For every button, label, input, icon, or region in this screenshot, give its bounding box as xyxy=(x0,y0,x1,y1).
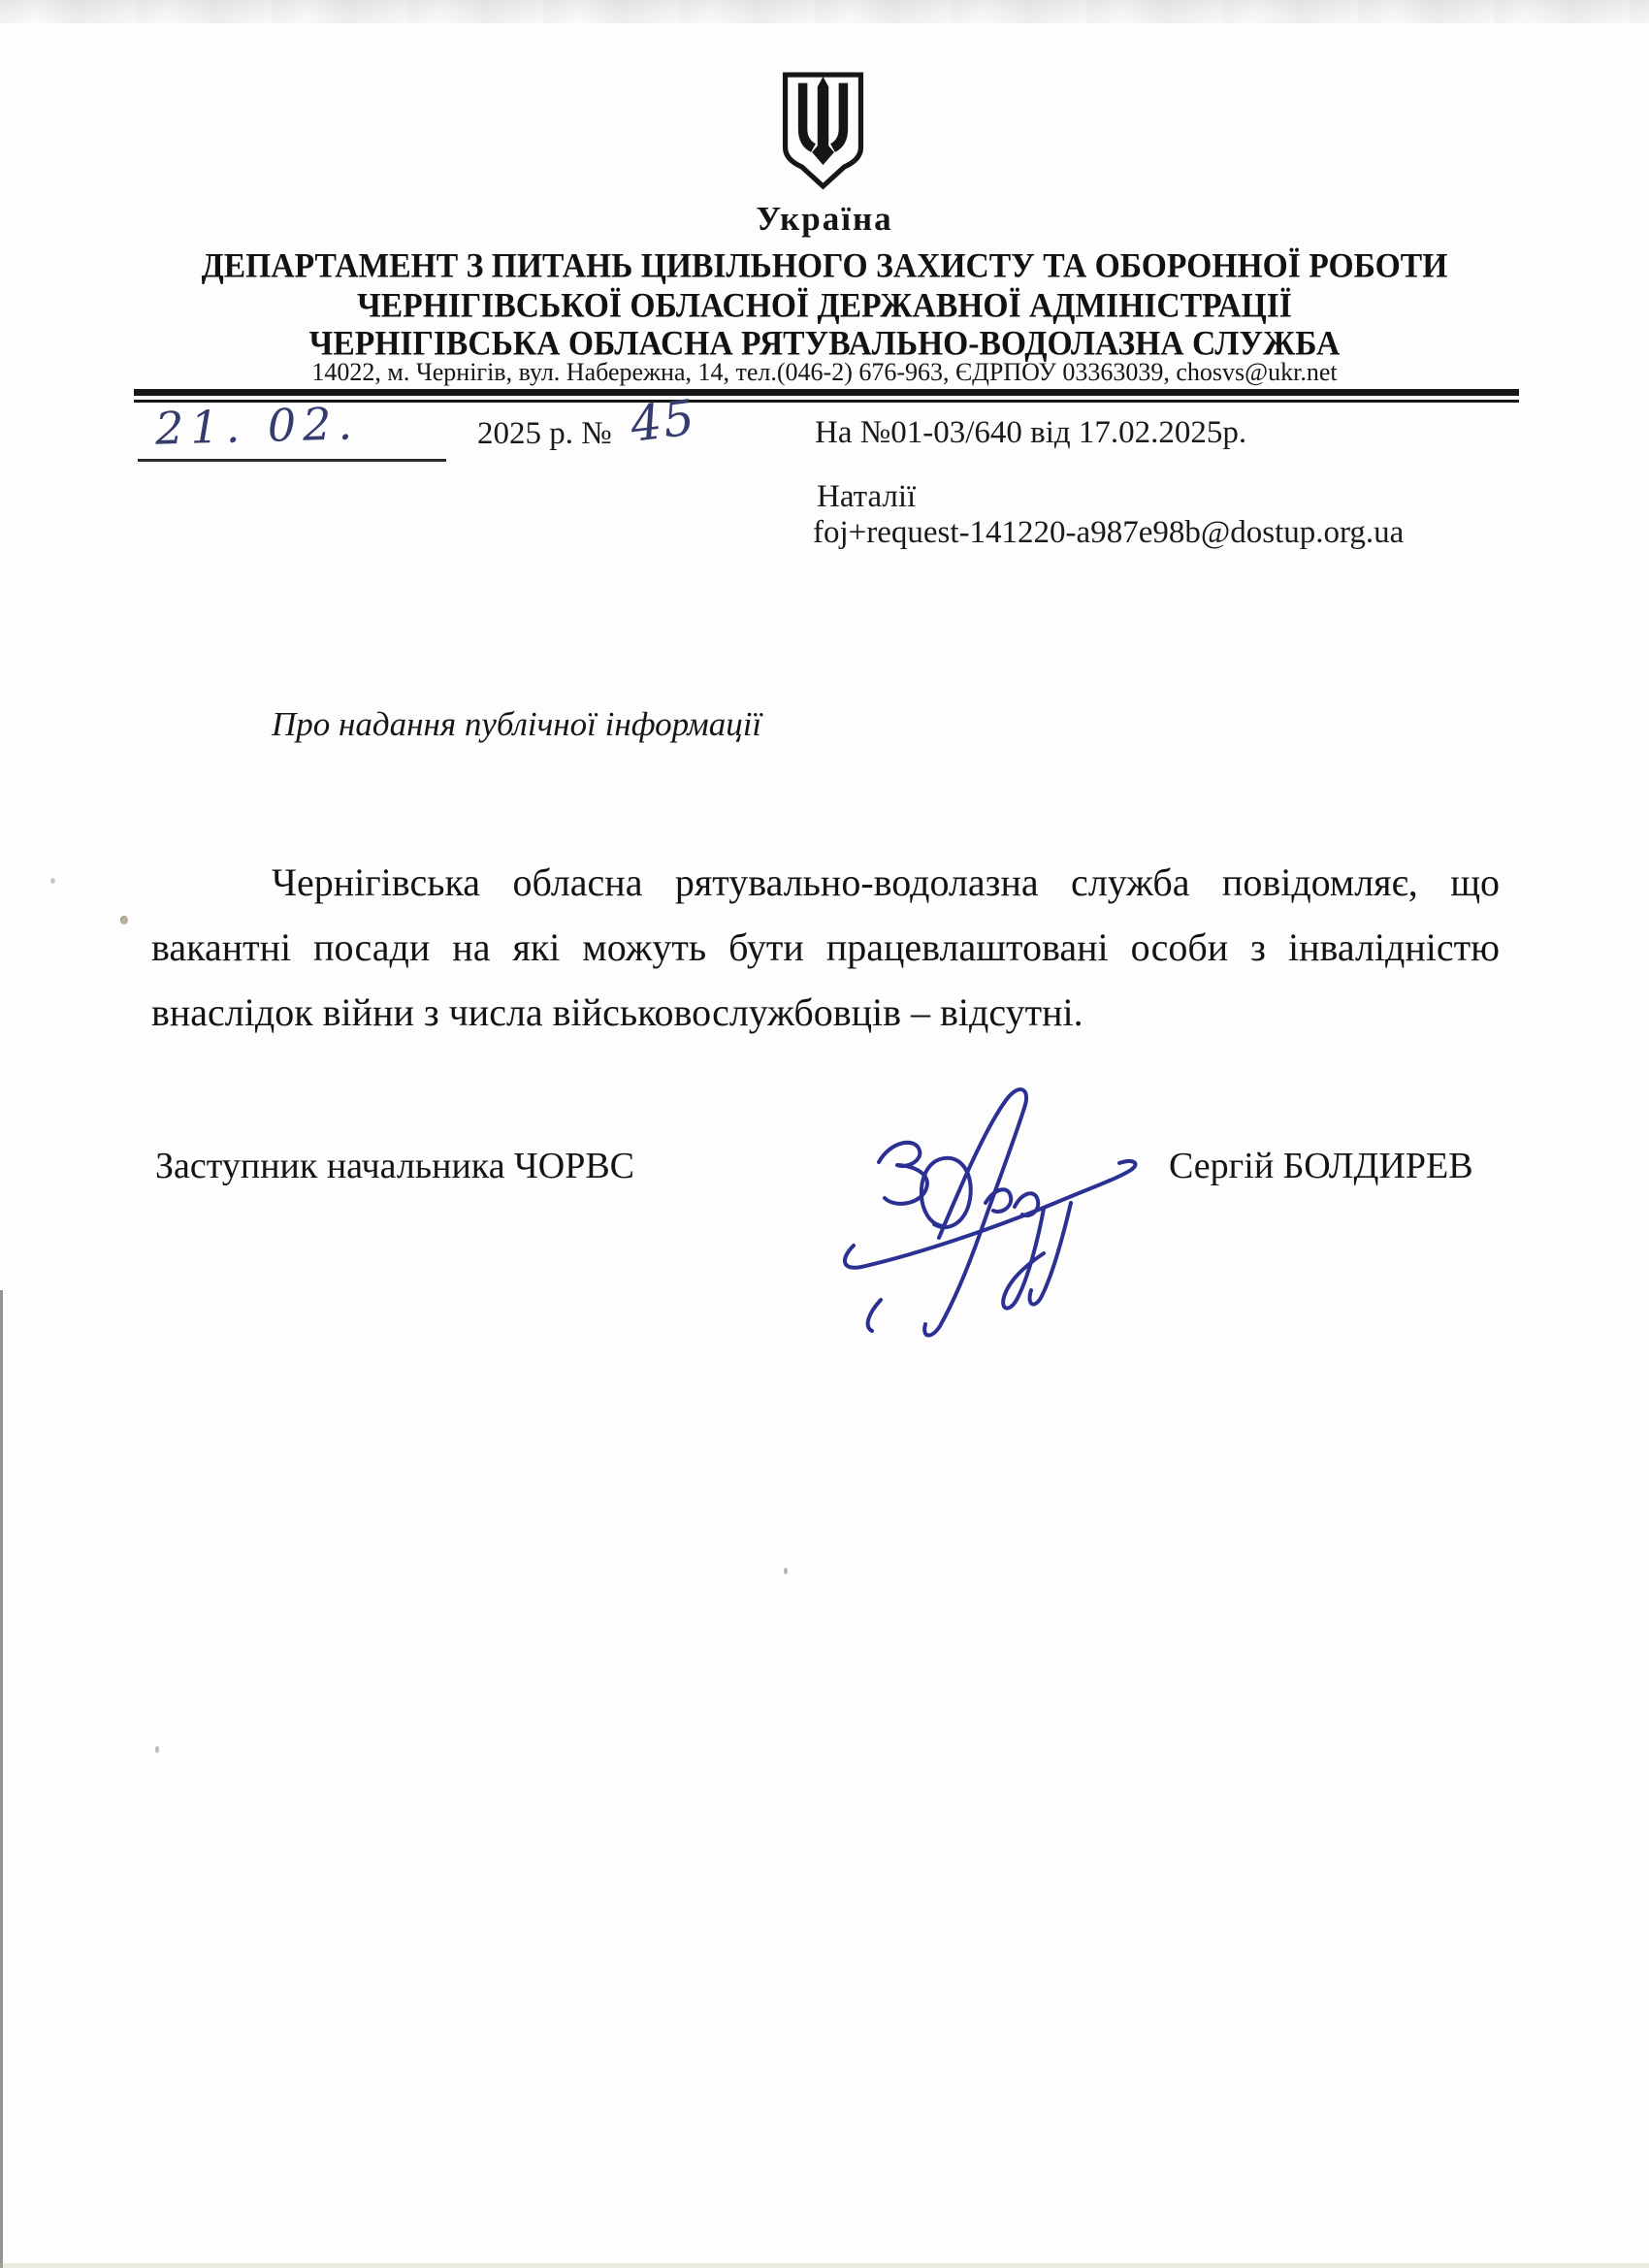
signer-name: Сергій БОЛДИРЕВ xyxy=(1169,1146,1473,1186)
letter-subject: Про надання публічної інформації xyxy=(272,705,762,743)
ukraine-trident-emblem-icon xyxy=(777,70,869,192)
outgoing-number-label: 2025 р. № xyxy=(477,416,612,451)
recipient-email: foj+request-141220-a987e98b@dostup.org.ua xyxy=(813,515,1405,550)
date-underline xyxy=(138,459,446,462)
scan-speck xyxy=(155,1746,159,1753)
scan-noise-top-edge xyxy=(0,0,1649,23)
signer-position-title: Заступник начальника ЧОРВС xyxy=(155,1146,635,1186)
scan-artifact-left-edge xyxy=(0,1290,3,2268)
signature-stroke xyxy=(868,1300,881,1331)
country-name: Україна xyxy=(756,200,893,238)
scan-artifact-bottom-edge xyxy=(0,2263,1649,2268)
handwritten-outgoing-number: 45 xyxy=(627,389,699,453)
signature-stroke xyxy=(1030,1203,1071,1305)
signature-stroke xyxy=(1003,1209,1044,1309)
recipient-name: Наталії xyxy=(817,479,917,514)
letter-body xyxy=(151,850,1500,1045)
handwritten-date: 21. 02. xyxy=(154,397,360,455)
signature-stroke xyxy=(845,1161,1135,1268)
signature-stroke xyxy=(924,1089,1026,1335)
body-line: вакантні посади на які можуть бути працевлаштовані особи з інвалідністю xyxy=(151,925,1500,969)
body-line: Чернігівська обласна рятувально-водолазна служба повідомляє, що xyxy=(272,860,1500,904)
body-line: внаслідок війни з числа військовослужбовців – відсутні. xyxy=(151,990,1083,1034)
org-contact-line: 14022, м. Чернігів, вул. Набережна, 14, тел.(046-2) 676-963, ЄДРПОУ 03363039, chosvs@ukr.net xyxy=(311,358,1338,386)
org-name-line-1: ДЕПАРТАМЕНТ З ПИТАНЬ ЦИВІЛЬНОГО ЗАХИСТУ ТА ОБОРОННОЇ РОБОТИ xyxy=(201,245,1448,285)
scan-speck xyxy=(50,878,55,884)
org-name-line-2: ЧЕРНІГІВСЬКОЇ ОБЛАСНОЇ ДЕРЖАВНОЇ АДМІНІСТРАЦІЇ xyxy=(357,285,1292,325)
reply-to-reference: На №01-03/640 від 17.02.2025р. xyxy=(815,415,1247,450)
scan-speck xyxy=(784,1568,788,1574)
handwritten-signature xyxy=(795,1046,1164,1358)
scan-speck xyxy=(120,916,128,924)
org-name-line-3: ЧЕРНІГІВСЬКА ОБЛАСНА РЯТУВАЛЬНО-ВОДОЛАЗНА СЛУЖБА xyxy=(308,323,1341,363)
